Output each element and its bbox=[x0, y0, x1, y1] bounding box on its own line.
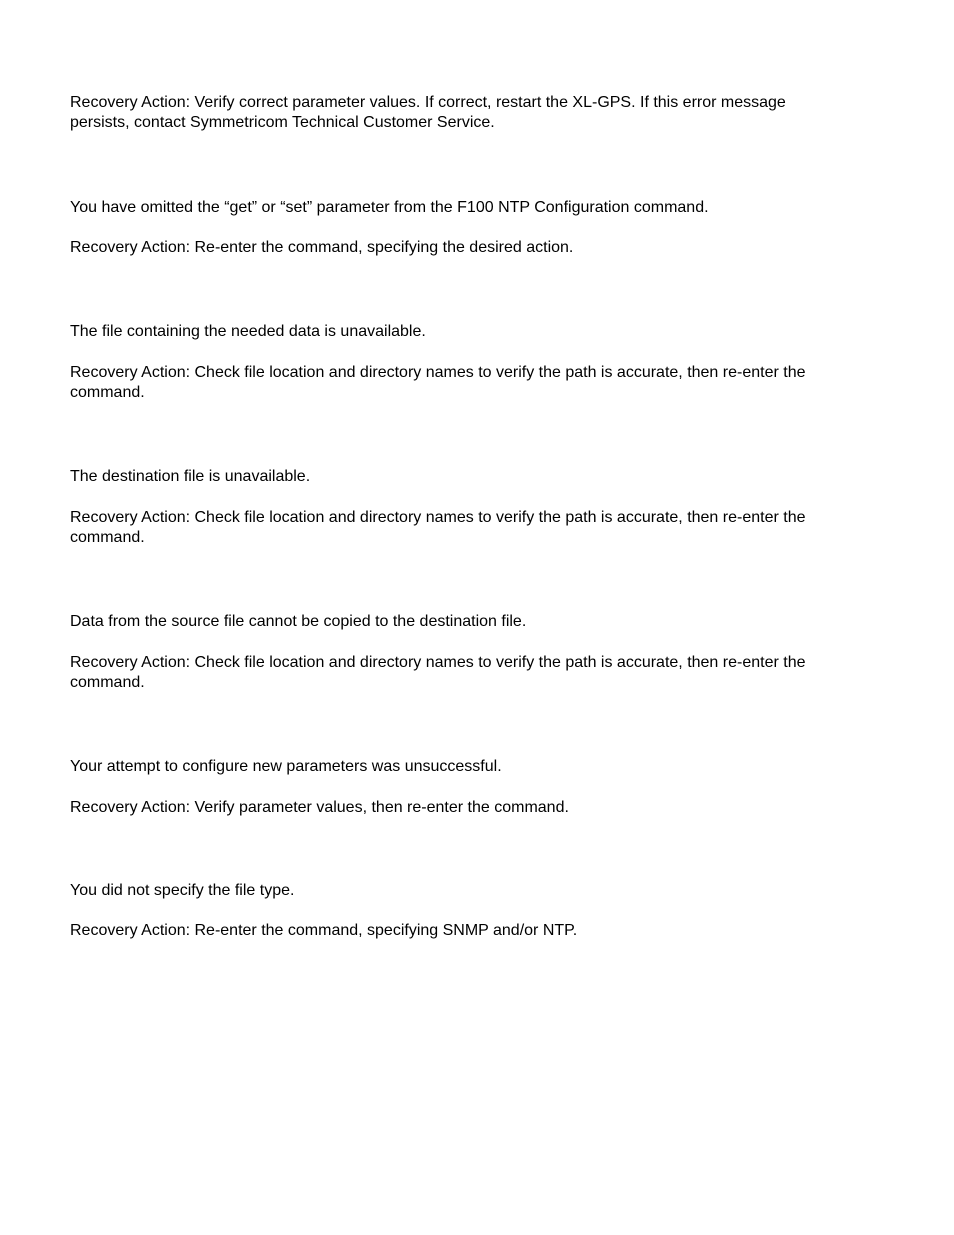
recovery-action-line: Recovery Action: Check file location and directory names to verify the path is accurate, then re-enter the bbox=[70, 364, 806, 381]
error-description: The destination file is unavailable. bbox=[70, 468, 311, 485]
error-description: Data from the source file cannot be copied to the destination file. bbox=[70, 613, 527, 630]
error-description: You have omitted the “get” or “set” parameter from the F100 NTP Configuration command. bbox=[70, 199, 709, 216]
recovery-action-line: command. bbox=[70, 384, 145, 401]
recovery-action-line: persists, contact Symmetricom Technical Customer Service. bbox=[70, 114, 495, 131]
recovery-action-line: Recovery Action: Re-enter the command, specifying SNMP and/or NTP. bbox=[70, 922, 578, 939]
recovery-action-line: Recovery Action: Check file location and directory names to verify the path is accurate, then re-enter the bbox=[70, 509, 806, 526]
recovery-action-line: Recovery Action: Re-enter the command, specifying the desired action. bbox=[70, 239, 574, 256]
recovery-action-line: command. bbox=[70, 529, 145, 546]
recovery-action-line: Recovery Action: Verify correct parameter values. If correct, restart the XL-GPS. If this error message bbox=[70, 94, 786, 111]
recovery-action-line: command. bbox=[70, 674, 145, 691]
recovery-action-line: Recovery Action: Verify parameter values, then re-enter the command. bbox=[70, 799, 569, 816]
error-description: The file containing the needed data is unavailable. bbox=[70, 323, 426, 340]
error-description: You did not specify the file type. bbox=[70, 882, 295, 899]
error-description: Your attempt to configure new parameters was unsuccessful. bbox=[70, 758, 502, 775]
recovery-action-line: Recovery Action: Check file location and directory names to verify the path is accurate, then re-enter the bbox=[70, 654, 806, 671]
